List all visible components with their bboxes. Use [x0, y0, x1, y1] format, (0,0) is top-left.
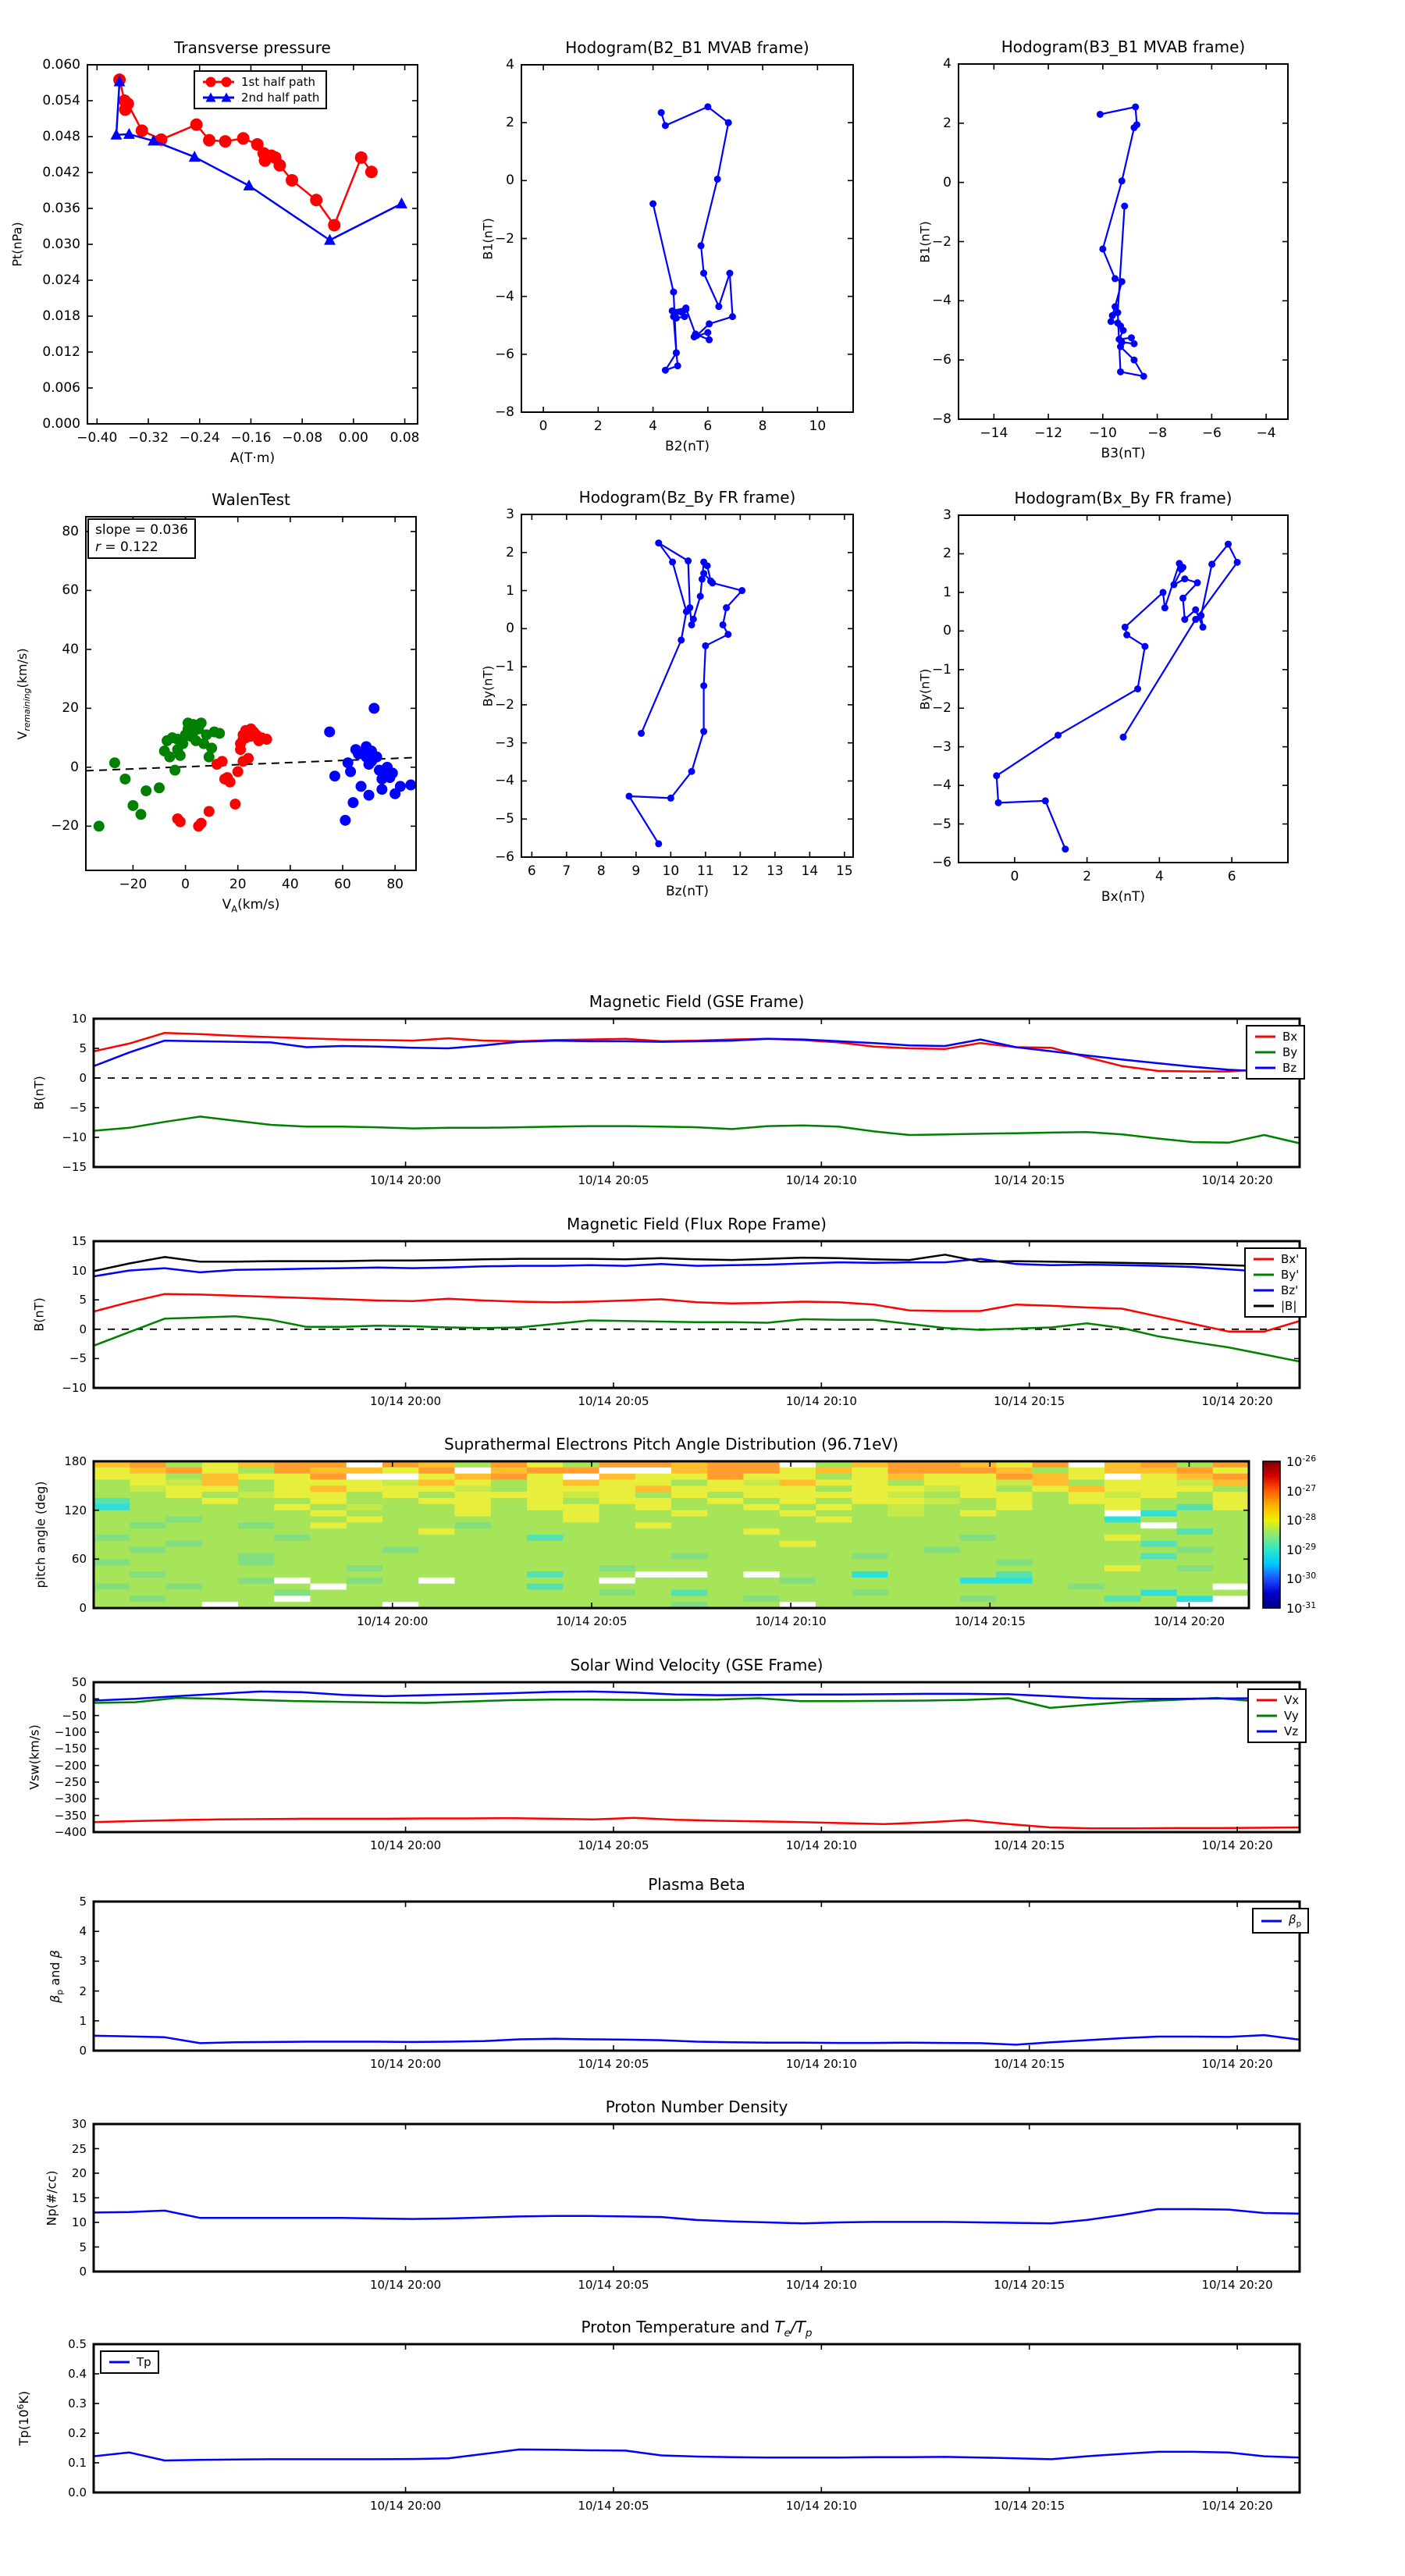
colorbar-tick-label: $10^{-30}$: [1286, 1571, 1317, 1587]
tick-label: −8: [931, 411, 951, 427]
tick-label: 1: [943, 584, 951, 600]
tick-label: −0.16: [230, 430, 272, 446]
tick-label: 0: [1010, 869, 1019, 884]
tick-label: −5: [69, 1101, 87, 1115]
tick-label: 15: [71, 1234, 87, 1248]
tick-label: 10/14 20:10: [785, 2499, 857, 2513]
tick-label: −100: [54, 1725, 87, 1739]
x-axis-label: Bz(nT): [665, 884, 710, 899]
tick-label: 40: [62, 641, 79, 657]
hodogram-bz-by-plot: [521, 514, 853, 857]
legend-label: 2nd half path: [241, 91, 320, 105]
tick-label: −0.32: [127, 430, 169, 446]
hodogram-bx-by-plot: [959, 515, 1288, 863]
panel-title: Transverse pressure: [174, 38, 331, 57]
tick-label: 10/14 20:00: [357, 1614, 429, 1628]
tick-label: 10/14 20:10: [785, 2057, 857, 2071]
tick-label: 0.024: [42, 272, 80, 288]
tick-label: 10/14 20:20: [1201, 1394, 1273, 1408]
tick-label: −4: [931, 293, 951, 309]
tick-label: −0.40: [76, 430, 118, 446]
tick-label: 2: [506, 544, 514, 560]
legend-entry: [108, 2355, 151, 2369]
y-axis-label: Vsw(km/s): [27, 1724, 42, 1790]
legend-label: Vx: [1284, 1693, 1300, 1707]
panel-title: Proton Number Density: [605, 2097, 788, 2116]
tick-label: 30: [71, 2117, 87, 2131]
tick-label: 0: [539, 418, 548, 434]
tick-label: 4: [506, 57, 514, 73]
panel-title: WalenTest: [212, 490, 290, 509]
tick-label: 4: [79, 1924, 87, 1939]
legend-transverse-pressure: [194, 70, 327, 109]
tick-label: −2: [931, 700, 951, 717]
tick-label: 3: [79, 1954, 87, 1969]
tick-label: −14: [980, 425, 1008, 441]
y-axis-label: pitch angle (deg): [33, 1481, 48, 1589]
tick-label: −4: [494, 773, 514, 789]
tick-label: 20: [71, 2166, 87, 2180]
legend-entry: [1252, 1252, 1299, 1266]
tick-label: −2: [494, 696, 514, 713]
y-axis-label: $\beta_p$ and β: [47, 1949, 66, 2003]
legend-label: Tp: [137, 2355, 151, 2369]
tick-label: −20: [51, 818, 79, 834]
colorbar-tick-label: $10^{-29}$: [1286, 1541, 1317, 1557]
legend-entry: [1252, 1283, 1299, 1297]
legend-entry: [201, 91, 319, 105]
panel-title: Magnetic Field (Flux Rope Frame): [567, 1215, 827, 1233]
tick-label: 0.060: [42, 57, 80, 73]
legend-entry: [201, 75, 319, 89]
legend-proton-temperature: [100, 2350, 159, 2374]
tick-label: 11: [697, 863, 714, 879]
y-axis-label: B(nT): [31, 1297, 47, 1332]
tick-label: 10/14 20:00: [369, 1173, 442, 1187]
tick-label: 2: [943, 115, 951, 131]
tick-label: 0: [506, 173, 514, 189]
legend-label: Bz': [1281, 1283, 1299, 1297]
panel-title: Magnetic Field (GSE Frame): [589, 992, 805, 1011]
tick-label: 3: [943, 507, 951, 523]
tick-label: 0.042: [42, 165, 80, 180]
tick-label: 9: [631, 863, 641, 879]
colorbar-tick-label: $10^{-26}$: [1286, 1453, 1317, 1470]
tick-label: 0.3: [68, 2396, 87, 2411]
tick-label: 0: [506, 621, 514, 637]
tick-label: 8: [596, 863, 606, 879]
panel-title: Hodogram(Bz_By FR frame): [578, 488, 796, 507]
x-axis-label: Bx(nT): [1101, 889, 1146, 905]
tick-label: 10/14 20:15: [994, 1394, 1065, 1408]
tick-label: 5: [79, 1293, 87, 1308]
annotation-box: slope = 0.036 r = 0.122: [87, 518, 196, 559]
tick-label: 4: [943, 56, 951, 72]
tick-label: 10/14 20:15: [994, 2057, 1065, 2071]
walen-test-plot: [86, 517, 416, 870]
tick-label: −20: [119, 877, 148, 892]
tick-label: −1: [931, 661, 951, 678]
tick-label: −150: [54, 1742, 87, 1756]
legend-entry: [1255, 1724, 1299, 1738]
tick-label: 10/14 20:10: [785, 1173, 857, 1187]
tick-label: 50: [71, 1675, 87, 1689]
legend-label: By: [1282, 1045, 1298, 1059]
y-axis-label: Np(#/cc): [44, 2170, 59, 2226]
panel-title: Proton Temperature and $T_e/T_p$: [581, 2318, 813, 2339]
tick-label: 10/14 20:05: [556, 1614, 628, 1628]
tick-label: 5: [79, 1895, 87, 1909]
y-axis-label: B1(nT): [480, 217, 496, 260]
proton-temperature-plot: [94, 2344, 1300, 2492]
tick-label: 10/14 20:05: [578, 1838, 649, 1852]
legend-label: Vy: [1284, 1709, 1299, 1723]
tick-label: −2: [494, 230, 514, 247]
tick-label: 0.030: [42, 237, 80, 252]
tick-label: −50: [62, 1708, 87, 1723]
tick-label: 10/14 20:10: [785, 2278, 857, 2292]
hodogram-b2-b1-plot: [521, 65, 853, 412]
tick-label: 0.054: [42, 93, 80, 109]
transverse-pressure-plot: [87, 65, 418, 424]
tick-label: 5: [79, 1041, 87, 1055]
tick-label: 10/14 20:00: [369, 2499, 442, 2513]
tick-label: 12: [731, 863, 749, 879]
tick-label: 6: [527, 863, 536, 879]
tick-label: 6: [1227, 869, 1236, 884]
tick-label: 0: [181, 877, 190, 892]
tick-label: 0: [943, 623, 951, 639]
tick-label: 10/14 20:20: [1201, 1173, 1273, 1187]
tick-label: −4: [1256, 425, 1276, 441]
tick-label: 0.1: [68, 2456, 87, 2470]
tick-label: 10/14 20:00: [369, 1838, 442, 1852]
tick-label: 0: [79, 1601, 87, 1615]
legend-entry: [1254, 1061, 1297, 1075]
legend-label: Vz: [1284, 1724, 1299, 1738]
tick-label: 0.036: [42, 201, 80, 216]
tick-label: 10: [71, 2215, 87, 2229]
tick-label: −250: [54, 1775, 87, 1789]
tick-label: 8: [758, 418, 767, 434]
tick-label: 10/14 20:05: [578, 2278, 649, 2292]
legend-entry: [1252, 1299, 1299, 1313]
tick-label: 80: [62, 523, 79, 539]
tick-label: 0.006: [42, 380, 80, 396]
legend-plasma-beta: [1252, 1908, 1309, 1934]
x-axis-label: A(T·m): [229, 450, 276, 466]
tick-label: 40: [282, 877, 299, 892]
pitch-angle-heatmap: [94, 1461, 1249, 1608]
tick-label: −200: [54, 1758, 87, 1773]
tick-label: 0.000: [42, 416, 80, 432]
tick-label: 5: [79, 2240, 87, 2254]
legend-entry: [1252, 1268, 1299, 1282]
legend-label: Bx: [1282, 1030, 1298, 1044]
tick-label: 6: [703, 418, 713, 434]
tick-label: 60: [71, 1552, 87, 1567]
tick-label: 25: [71, 2141, 87, 2156]
tick-label: 0.0: [68, 2485, 87, 2500]
y-axis-label: B1(nT): [917, 220, 933, 263]
tick-label: 10/14 20:05: [578, 2499, 649, 2513]
y-axis-label: Pt(nPa): [9, 222, 25, 267]
tick-label: 0.08: [389, 430, 420, 446]
panel-title: Plasma Beta: [648, 1875, 745, 1894]
tick-label: 0.012: [42, 344, 80, 360]
tick-label: −300: [54, 1791, 87, 1806]
tick-label: 3: [506, 507, 514, 522]
tick-label: −6: [931, 352, 951, 368]
tick-label: −6: [494, 849, 514, 865]
tick-label: −8: [1147, 425, 1168, 441]
panel-title: Hodogram(B3_B1 MVAB frame): [1001, 37, 1246, 56]
tick-label: 10/14 20:15: [994, 2499, 1065, 2513]
legend-entry: [1255, 1709, 1299, 1723]
tick-label: 0: [70, 759, 79, 775]
tick-label: 10/14 20:05: [578, 1394, 649, 1408]
legend-entry: [1255, 1693, 1299, 1707]
tick-label: −12: [1034, 425, 1063, 441]
tick-label: 10: [71, 1012, 87, 1026]
tick-label: −400: [54, 1825, 87, 1839]
tick-label: 10/14 20:20: [1201, 2278, 1273, 2292]
legend-magnetic-field-flux-rope: [1244, 1247, 1307, 1318]
tick-label: 0: [79, 2044, 87, 2058]
tick-label: −4: [931, 777, 951, 794]
plasma-beta-plot: [94, 1902, 1300, 2051]
tick-label: 0: [79, 2265, 87, 2279]
tick-label: 10: [662, 863, 680, 879]
tick-label: 2: [506, 115, 514, 131]
tick-label: 15: [836, 863, 853, 879]
proton-number-density-plot: [94, 2124, 1300, 2272]
tick-label: −0.24: [179, 430, 220, 446]
tick-label: −3: [494, 735, 514, 751]
y-axis-label: $V_{remaining}(km/s)$: [14, 647, 33, 740]
tick-label: 10/14 20:15: [954, 1614, 1026, 1628]
panel-title: Solar Wind Velocity (GSE Frame): [570, 1656, 823, 1674]
tick-label: −10: [62, 1130, 87, 1144]
tick-label: 7: [562, 863, 571, 879]
tick-label: 80: [386, 877, 404, 892]
tick-label: 0.00: [338, 430, 368, 446]
legend-label: Bx': [1281, 1252, 1300, 1266]
tick-label: 10/14 20:20: [1201, 1838, 1273, 1852]
tick-label: 2: [79, 1984, 87, 1998]
tick-label: 10/14 20:20: [1153, 1614, 1225, 1628]
tick-label: 10/14 20:10: [755, 1614, 827, 1628]
tick-label: 10/14 20:15: [994, 1838, 1065, 1852]
panel-title: Hodogram(Bx_By FR frame): [1014, 489, 1232, 507]
colorbar: [1263, 1461, 1280, 1608]
tick-label: 13: [767, 863, 784, 879]
x-axis-label: B2(nT): [665, 439, 710, 454]
tick-label: 0.5: [68, 2337, 87, 2351]
tick-label: 0.048: [42, 129, 80, 144]
tick-label: 10/14 20:15: [994, 1173, 1065, 1187]
y-axis-label: By(nT): [480, 665, 496, 706]
tick-label: 60: [62, 582, 79, 599]
colorbar-tick-label: $10^{-27}$: [1286, 1482, 1317, 1499]
legend-entry: [1260, 1912, 1301, 1929]
tick-label: 0: [79, 1322, 87, 1336]
tick-label: 10/14 20:05: [578, 2057, 649, 2071]
tick-label: 180: [64, 1454, 87, 1468]
tick-label: −2: [931, 233, 951, 250]
solar-wind-velocity-plot: [94, 1682, 1300, 1832]
panel-title: Hodogram(B2_B1 MVAB frame): [565, 38, 809, 57]
tick-label: −6: [931, 855, 951, 870]
tick-label: −5: [69, 1351, 87, 1366]
tick-label: −5: [494, 811, 514, 827]
tick-label: 0.018: [42, 308, 80, 324]
legend-solar-wind-velocity: [1247, 1688, 1307, 1743]
tick-label: 1: [79, 2013, 87, 2028]
legend-entry: [1254, 1030, 1297, 1044]
tick-label: 4: [649, 418, 658, 434]
magnetic-field-flux-rope-plot: [94, 1241, 1300, 1388]
x-axis-label: $V_A(km/s)$: [222, 897, 280, 915]
panel-title: Suprathermal Electrons Pitch Angle Distribution (96.71eV): [444, 1435, 898, 1453]
tick-label: 0.2: [68, 2426, 87, 2440]
legend-magnetic-field-gse: [1246, 1025, 1305, 1080]
tick-label: −6: [494, 346, 514, 362]
tick-label: −0.08: [282, 430, 323, 446]
hodogram-b3-b1-plot: [959, 64, 1288, 419]
tick-label: 20: [62, 700, 79, 717]
y-axis-label: $Tp(10^6K)$: [15, 2390, 32, 2446]
tick-label: −5: [931, 816, 951, 832]
x-axis-label: B3(nT): [1101, 446, 1146, 461]
tick-label: 0.4: [68, 2367, 87, 2381]
colorbar-tick-label: $10^{-31}$: [1286, 1599, 1317, 1617]
tick-label: 0: [79, 1071, 87, 1085]
legend-entry: [1254, 1045, 1297, 1059]
tick-label: 60: [334, 877, 351, 892]
tick-label: 10: [71, 1263, 87, 1278]
tick-label: 2: [593, 418, 603, 434]
tick-label: 10/14 20:15: [994, 2278, 1065, 2292]
tick-label: 120: [64, 1503, 87, 1517]
tick-label: 10: [809, 418, 827, 434]
tick-label: −1: [494, 659, 514, 675]
tick-label: 20: [229, 877, 247, 892]
tick-label: −3: [931, 738, 951, 755]
tick-label: 2: [943, 546, 951, 562]
legend-label: By': [1281, 1268, 1300, 1282]
tick-label: −8: [494, 404, 514, 420]
magnetic-field-gse-plot: [94, 1019, 1300, 1167]
tick-label: 15: [71, 2190, 87, 2205]
y-axis-label: By(nT): [917, 668, 933, 710]
legend-label: |B|: [1281, 1299, 1297, 1313]
tick-label: 14: [801, 863, 819, 879]
tick-label: 10/14 20:00: [369, 1394, 442, 1408]
tick-label: 4: [1154, 869, 1164, 884]
tick-label: −10: [1088, 425, 1117, 441]
legend-label: Bz: [1282, 1061, 1297, 1075]
tick-label: 10/14 20:20: [1201, 2057, 1273, 2071]
tick-label: 10/14 20:00: [369, 2057, 442, 2071]
tick-label: −4: [494, 288, 514, 304]
y-axis-label: B(nT): [31, 1076, 47, 1110]
tick-label: 2: [1083, 869, 1092, 884]
tick-label: 10/14 20:10: [785, 1394, 857, 1408]
colorbar-tick-label: $10^{-28}$: [1286, 1512, 1317, 1528]
tick-label: 10/14 20:05: [578, 1173, 649, 1187]
tick-label: −350: [54, 1808, 87, 1823]
tick-label: 1: [506, 582, 514, 599]
tick-label: 10/14 20:10: [785, 1838, 857, 1852]
legend-label: 1st half path: [241, 75, 316, 89]
legend-label: $\beta_p$: [1289, 1912, 1302, 1929]
tick-label: 0: [79, 1692, 87, 1706]
tick-label: 10/14 20:20: [1201, 2499, 1273, 2513]
tick-label: 10/14 20:00: [369, 2278, 442, 2292]
tick-label: −6: [1201, 425, 1222, 441]
tick-label: 0: [943, 174, 951, 190]
tick-label: −15: [62, 1160, 87, 1174]
tick-label: −10: [62, 1381, 87, 1395]
